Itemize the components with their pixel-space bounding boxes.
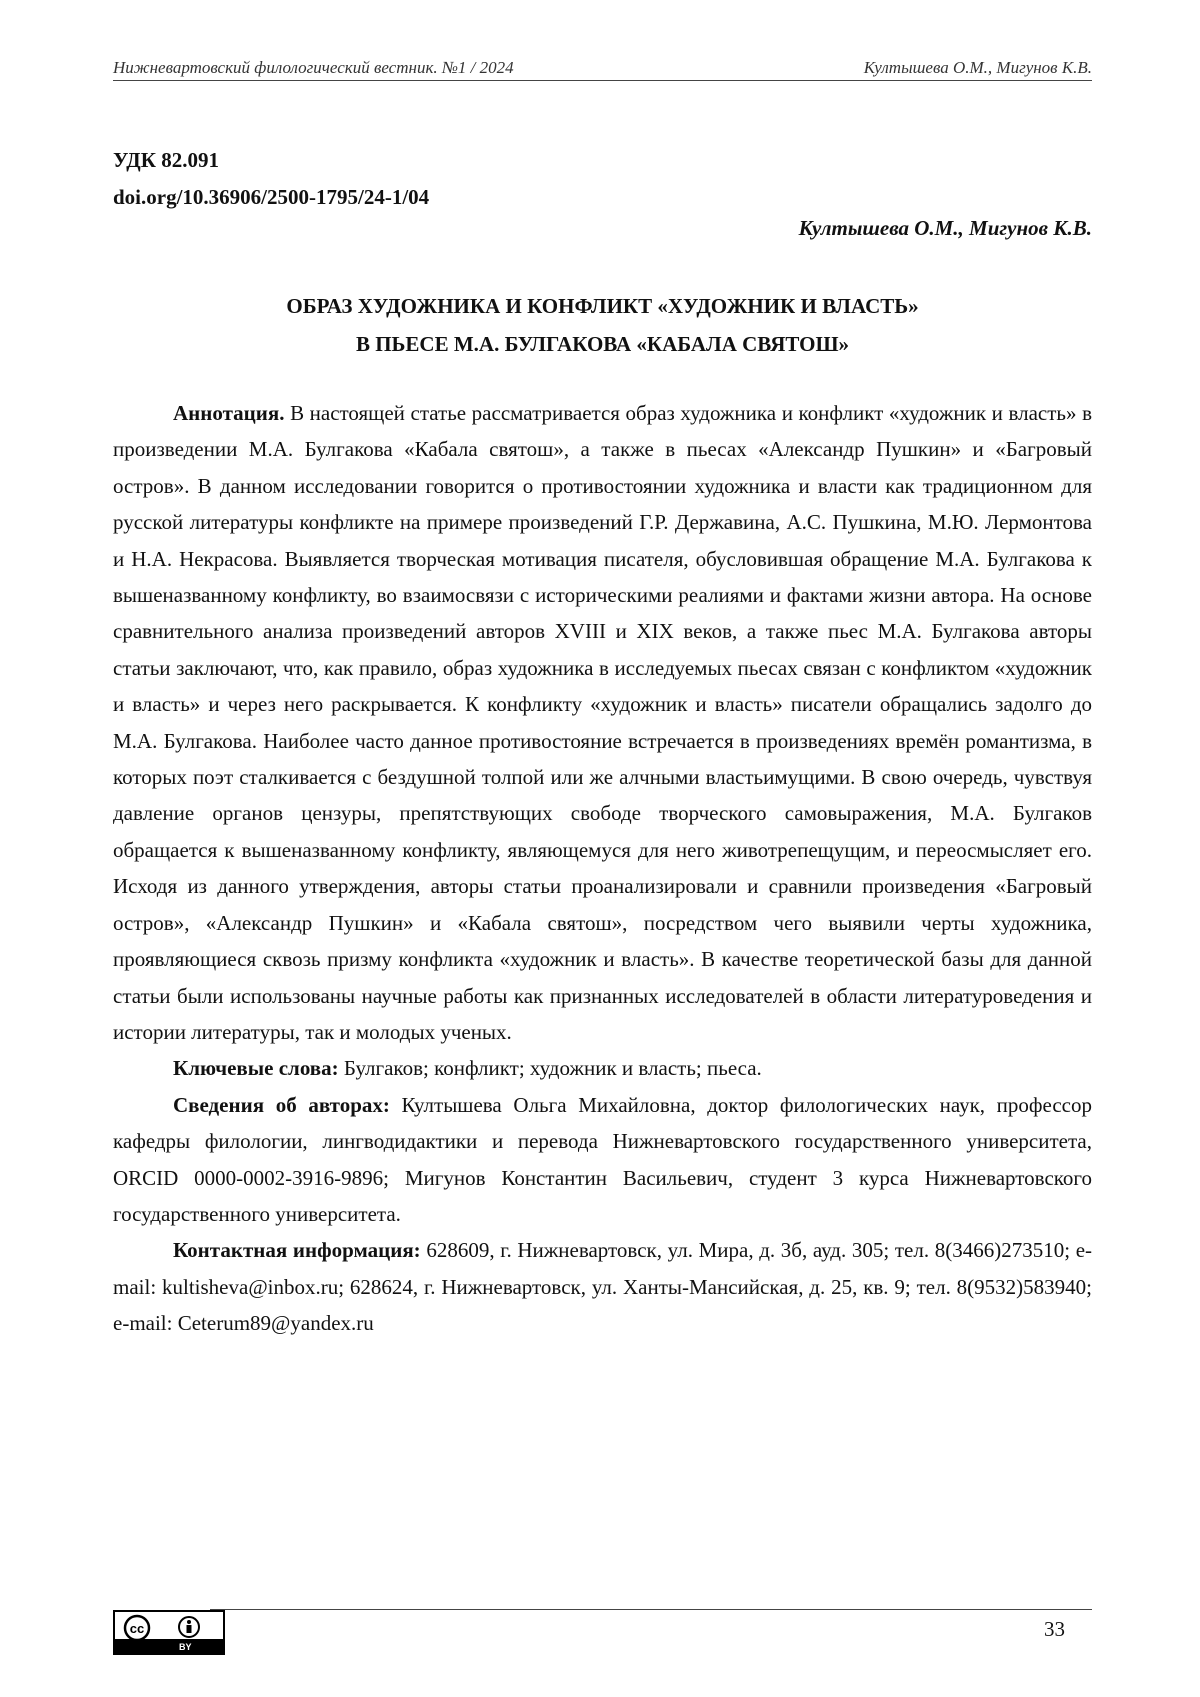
title-line-2: В ПЬЕСЕ М.А. БУЛГАКОВА «КАБАЛА СВЯТОШ» (355, 332, 850, 356)
footer-rule (210, 1609, 1092, 1610)
header-authors: Култышева О.М., Мигунов К.В. (863, 58, 1092, 77)
abstract-label: Аннотация. (173, 401, 285, 425)
abstract-paragraph (113, 395, 1092, 1050)
keywords-text: Булгаков; конфликт; художник и власть; пьеса. (343, 1056, 762, 1081)
authors-info-text: Култышева Ольга Михайловна, доктор филологических наук, профессор кафедры филологии, лингводидактики и перевода Нижневартовского государственного университета, ORCID 0000-0002-3916-9896; Мигунов Константин Васильевич, студент 3 курса Нижневартовского государственного университета. (113, 1092, 1093, 1226)
title-line-1: ОБРАЗ ХУДОЖНИКА И КОНФЛИКТ «ХУДОЖНИК И ВЛАСТЬ» (286, 294, 919, 318)
abstract-text: В настоящей статье рассматривается образ художника и конфликт «художник и власть» в произведении М.А. Булгакова «Кабала святош», а также в пьесах «Александр Пушкин» и «Багровый остров». В данном исследовании говорится о противостоянии художника и власти как традиционном для русской литературы конфликте на примере произведений Г.Р. Державина, А.С. Пушкина, М.Ю. Лермонтова и Н.А. Некрасова. Выявляется творческая мотивация писателя, обусловившая обращение М.А. Булгакова к вышеназванному конфликту, во взаимосвязи с историческими реалиями и фактами жизни автора. На основе сравнительного анализа произведений авторов XVIII и XIX веков, а также пьес М.А. Булгакова авторы статьи заключают, что, как правило, образ художника в исследуемых пьесах связан с конфликтом «художник и власть» и через него раскрывается. К конфликту «художник и власть» писатели обращались задолго до М.А. Булгакова. Наиболее часто данное противостояние встречается в произведениях времён романтизма, в которых поэт сталкивается с бездушной толпой или же алчными властьимущими. В свою очередь, чувствуя давление органов цензуры, препятствующих свободе творческого самовыражения, М.А. Булгаков обращается к вышеназванному конфликту, являющемуся для него животрепещущим, и переосмысляет его. Исходя из данного утверждения, авторы статьи проанализировали и сравнили произведения «Багровый остров», «Александр Пушкин» и «Кабала святош», посредством чего выявили черты художника, проявляющиеся сквозь призму конфликта «художник и власть». В качестве теоретической базы для данной статьи были использованы научные работы как признанных исследователей в области литературоведения и истории литературы, так и молодых ученых. (113, 401, 1092, 1044)
article-body (113, 395, 1092, 1342)
page-number: 33 (1044, 1617, 1065, 1641)
cc-badge-band (115, 1639, 223, 1653)
svg-text:cc: cc (129, 1621, 145, 1636)
authors-info-label: Сведения об авторах: (173, 1092, 390, 1117)
keywords-label: Ключевые слова: (173, 1056, 339, 1081)
contacts-label: Контактная информация: (173, 1238, 421, 1263)
doi: doi.org/10.36906/2500-1795/24-1/04 (113, 185, 430, 209)
cc-by-label: BY (179, 1642, 192, 1652)
journal-title: Нижневартовский филологический вестник. №1 / 2024 (113, 58, 514, 77)
article-meta (113, 142, 429, 216)
cc-by-icon (113, 1610, 225, 1655)
contacts-text: 628609, г. Нижневартовск, ул. Мира, д. 3б, ауд. 305; тел. 8(3466)273510; e-mail: kultisheva@inbox.ru; 628624, г. Нижневартовск, ул. Ханты-Мансийская, д. 25, кв. 9; тел. 8(9532)583940; e-mail: Ceterum89@yandex.ru (113, 1238, 1093, 1336)
udk: УДК 82.091 (113, 148, 219, 172)
keywords-paragraph (113, 1050, 1092, 1086)
running-header (113, 58, 1092, 81)
cc-by-icon-graphic (119, 1614, 219, 1642)
article-title (113, 287, 1092, 363)
contacts-paragraph (113, 1232, 1092, 1341)
authors: Култышева О.М., Мигунов К.В. (798, 216, 1092, 240)
authors-info-paragraph (113, 1087, 1092, 1233)
